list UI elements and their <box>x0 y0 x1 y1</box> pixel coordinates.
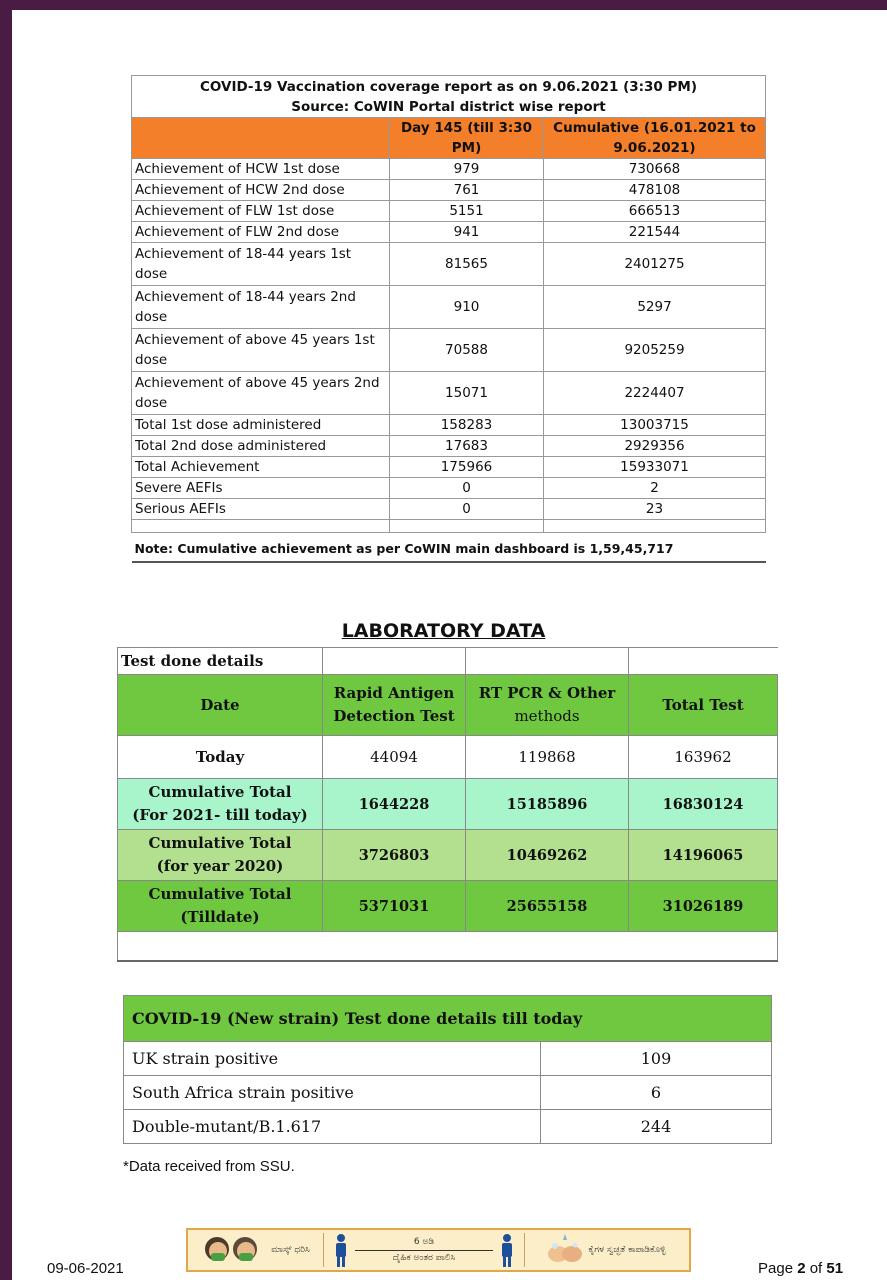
vaccination-cell-day: 761 <box>390 180 544 201</box>
vaccination-title-line1: COVID-19 Vaccination coverage report as on 9.06.2021 (3:30 PM) <box>199 79 698 95</box>
vaccination-cell-day: 70588 <box>390 329 544 372</box>
lab-header-row <box>118 675 778 736</box>
banner-distance-arrow <box>349 1237 499 1264</box>
vaccination-cell-cumulative: 2401275 <box>544 243 766 286</box>
strain-row <box>124 1076 772 1110</box>
mask-face-icon <box>201 1232 271 1268</box>
vaccination-spacer-row <box>132 520 766 533</box>
lab-cell-rtpcr: 10469262 <box>466 830 629 881</box>
lab-row-label-line1: Cumulative Total <box>148 834 292 852</box>
vaccination-cell-day: 0 <box>390 478 544 499</box>
vaccination-row <box>132 499 766 520</box>
vaccination-row-label: Achievement of HCW 1st dose <box>132 159 390 180</box>
lab-cell-total: 163962 <box>629 736 778 779</box>
lab-row-cumulative-2020 <box>118 830 778 881</box>
banner-handwash-section <box>525 1230 685 1270</box>
lab-empty-row <box>118 932 778 962</box>
vaccination-row <box>132 415 766 436</box>
lab-row-label: Today <box>118 736 323 779</box>
vaccination-cell-cumulative: 478108 <box>544 180 766 201</box>
vaccination-row-label: Achievement of above 45 years 2nd dose <box>132 372 390 415</box>
vaccination-cell-cumulative: 15933071 <box>544 457 766 478</box>
vaccination-cell-day: 0 <box>390 499 544 520</box>
vaccination-row <box>132 222 766 243</box>
lab-row-cumulative-tilldate <box>118 881 778 932</box>
vaccination-row-label: Achievement of FLW 2nd dose <box>132 222 390 243</box>
vaccination-row-label: Total 1st dose administered <box>132 415 390 436</box>
vaccination-row <box>132 478 766 499</box>
lab-caption-row <box>118 648 778 675</box>
vaccination-row <box>132 243 766 286</box>
vaccination-cell-day: 17683 <box>390 436 544 457</box>
lab-cell-total: 31026189 <box>629 881 778 932</box>
lab-row-cumulative-2021 <box>118 779 778 830</box>
lab-row-label <box>118 881 323 932</box>
vaccination-cell-cumulative: 23 <box>544 499 766 520</box>
vaccination-header-day: Day 145 (till 3:30 PM) <box>390 118 544 159</box>
hand-wash-icon <box>543 1232 587 1268</box>
strain-row <box>124 1042 772 1076</box>
covid-safety-banner <box>186 1228 691 1272</box>
lab-cell-rtpcr: 25655158 <box>466 881 629 932</box>
person-icon <box>499 1232 515 1268</box>
lab-header-rapid-line2: Detection Test <box>333 707 455 725</box>
lab-header-total: Total Test <box>629 675 778 736</box>
strain-label: UK strain positive <box>124 1042 541 1076</box>
vaccination-row <box>132 372 766 415</box>
lab-cell-total: 16830124 <box>629 779 778 830</box>
vaccination-row-label: Serious AEFIs <box>132 499 390 520</box>
vaccination-row <box>132 457 766 478</box>
vaccination-row <box>132 180 766 201</box>
vaccination-cell-cumulative: 221544 <box>544 222 766 243</box>
lab-cell-rtpcr: 119868 <box>466 736 629 779</box>
strain-label: South Africa strain positive <box>124 1076 541 1110</box>
footer-page-number <box>758 1260 843 1277</box>
footnote: *Data received from SSU. <box>123 1158 295 1175</box>
vaccination-row-label: Achievement of above 45 years 1st dose <box>132 329 390 372</box>
lab-cell-rapid: 1644228 <box>323 779 466 830</box>
lab-cell-rapid: 3726803 <box>323 830 466 881</box>
lab-header-date: Date <box>118 675 323 736</box>
vaccination-cell-cumulative: 666513 <box>544 201 766 222</box>
vaccination-cell-day: 941 <box>390 222 544 243</box>
vaccination-cell-cumulative: 13003715 <box>544 415 766 436</box>
page-frame-top <box>0 0 887 10</box>
lab-header-rtpcr-line1: RT PCR & Other <box>478 684 616 702</box>
strain-label: Double-mutant/B.1.617 <box>124 1110 541 1144</box>
banner-mask-section <box>188 1230 323 1270</box>
vaccination-row <box>132 436 766 457</box>
vaccination-cell-day: 5151 <box>390 201 544 222</box>
vaccination-cell-day: 158283 <box>390 415 544 436</box>
lab-header-rapid <box>323 675 466 736</box>
strain-value: 6 <box>541 1076 772 1110</box>
lab-caption: Test done details <box>118 648 323 675</box>
lab-row-label <box>118 830 323 881</box>
vaccination-row-label: Total Achievement <box>132 457 390 478</box>
vaccination-cell-cumulative: 2929356 <box>544 436 766 457</box>
page-total: 51 <box>826 1260 844 1277</box>
person-icon <box>333 1232 349 1268</box>
arrow-line-icon <box>355 1250 493 1251</box>
lab-row-label-line2: (For 2021- till today) <box>132 806 308 824</box>
vaccination-row <box>132 201 766 222</box>
vaccination-row-label: Achievement of FLW 1st dose <box>132 201 390 222</box>
vaccination-row-label: Total 2nd dose administered <box>132 436 390 457</box>
vaccination-row <box>132 286 766 329</box>
strain-header-row <box>124 996 772 1042</box>
lab-cell-rapid: 5371031 <box>323 881 466 932</box>
vaccination-row-label: Achievement of HCW 2nd dose <box>132 180 390 201</box>
vaccination-cell-day: 175966 <box>390 457 544 478</box>
banner-handwash-text: ಕೈಗಳ ಸ್ವಚ್ಛತೆ ಕಾಪಾಡಿಕೊಳ್ಳಿ <box>588 1244 666 1255</box>
page-current: 2 <box>797 1260 806 1277</box>
vaccination-title <box>132 76 766 118</box>
page-prefix: Page <box>758 1260 798 1277</box>
laboratory-data-heading: LABORATORY DATA <box>341 620 546 642</box>
lab-header-rapid-line1: Rapid Antigen <box>333 684 455 702</box>
vaccination-row-label: Achievement of 18-44 years 1st dose <box>132 243 390 286</box>
footer-date: 09-06-2021 <box>47 1260 124 1277</box>
vaccination-row-label: Achievement of 18-44 years 2nd dose <box>132 286 390 329</box>
lab-row-label-line2: (for year 2020) <box>156 857 284 875</box>
vaccination-coverage-table <box>131 75 766 563</box>
new-strain-table <box>123 995 772 1144</box>
vaccination-header-blank <box>132 118 390 159</box>
lab-header-rtpcr-line2: methods <box>514 707 580 725</box>
vaccination-cell-cumulative: 2 <box>544 478 766 499</box>
vaccination-note-row <box>132 533 766 563</box>
vaccination-row <box>132 329 766 372</box>
lab-header-rtpcr <box>466 675 629 736</box>
strain-value: 109 <box>541 1042 772 1076</box>
vaccination-cell-cumulative: 5297 <box>544 286 766 329</box>
vaccination-cell-day: 910 <box>390 286 544 329</box>
lab-row-label-line1: Cumulative Total <box>148 885 292 903</box>
lab-cell-rtpcr: 15185896 <box>466 779 629 830</box>
vaccination-cell-cumulative: 9205259 <box>544 329 766 372</box>
vaccination-cell-day: 15071 <box>390 372 544 415</box>
lab-row-label-line2: (Tilldate) <box>180 908 260 926</box>
vaccination-header-cumulative: Cumulative (16.01.2021 to 9.06.2021) <box>544 118 766 159</box>
banner-mask-text: ಮಾಸ್ಕ್ ಧರಿಸಿ <box>271 1244 310 1255</box>
vaccination-title-row <box>132 76 766 118</box>
lab-cell-rapid: 44094 <box>323 736 466 779</box>
laboratory-data-table <box>117 647 778 962</box>
lab-row-today <box>118 736 778 779</box>
page-mid: of <box>805 1260 827 1277</box>
vaccination-title-line2: Source: CoWIN Portal district wise report <box>291 99 606 115</box>
vaccination-cell-day: 81565 <box>390 243 544 286</box>
lab-row-label-line1: Cumulative Total <box>148 783 292 801</box>
vaccination-cell-cumulative: 730668 <box>544 159 766 180</box>
vaccination-note: Note: Cumulative achievement as per CoWIN main dashboard is 1,59,45,717 <box>132 533 766 563</box>
banner-distance-section <box>324 1230 524 1270</box>
vaccination-cell-day: 979 <box>390 159 544 180</box>
vaccination-row-label: Severe AEFIs <box>132 478 390 499</box>
strain-value: 244 <box>541 1110 772 1144</box>
strain-title: COVID-19 (New strain) Test done details till today <box>124 996 772 1042</box>
lab-row-label <box>118 779 323 830</box>
strain-row <box>124 1110 772 1144</box>
vaccination-row <box>132 159 766 180</box>
vaccination-cell-cumulative: 2224407 <box>544 372 766 415</box>
vaccination-header-row <box>132 118 766 159</box>
banner-distance-bottom: ದೈಹಿಕ ಅಂತರ ಪಾಲಿಸಿ <box>392 1252 456 1263</box>
banner-distance-top: 6 ಅಡಿ <box>413 1236 435 1247</box>
lab-cell-total: 14196065 <box>629 830 778 881</box>
